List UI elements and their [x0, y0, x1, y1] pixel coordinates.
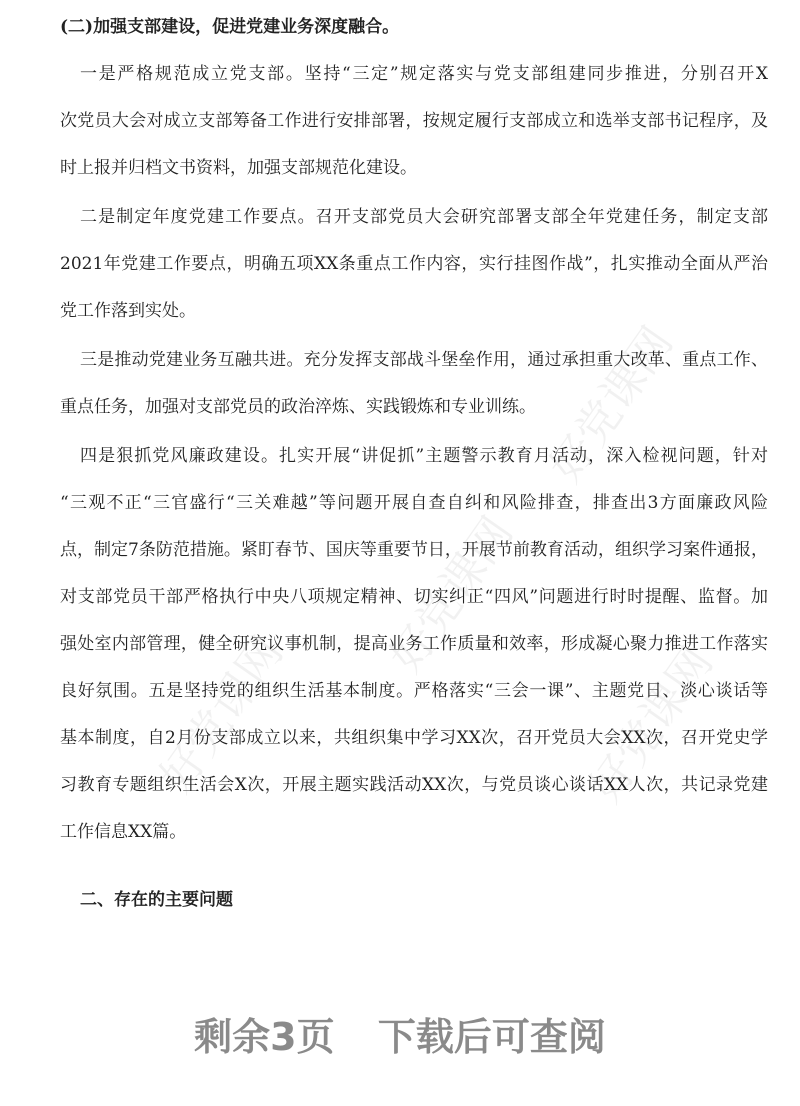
paragraph-line: 重点任务，加强对支部党员的政治淬炼、实践锻炼和专业训练。 — [60, 397, 536, 417]
paragraph-line: 四是狠抓党风廉政建设。扎实开展“讲促抓”主题警示教育月活动，深入检视问题，针对 — [80, 446, 768, 466]
paragraph-line: 时上报并归档文书资料，加强支部规范化建设。 — [60, 158, 417, 178]
paragraph-line: 2021年党建工作要点，明确五项XX条重点工作内容，实行挂图作战”，扎实推动全面从严治 — [60, 254, 768, 274]
paragraph-line: 党工作落到实处。 — [60, 301, 196, 321]
paragraph-line: 习教育专题组织生活会X次，开展主题实践活动XX次，与党员谈心谈话XX人次，共记录党建 — [60, 775, 768, 795]
paragraph-line: 点，制定7条防范措施。紧盯春节、国庆等重要节日，开展节前教育活动，组织学习案件通报， — [60, 540, 768, 560]
paragraph-line: 二是制定年度党建工作要点。召开支部党员大会研究部署支部全年党建任务，制定支部 — [80, 207, 768, 227]
section2-heading: 二、存在的主要问题 — [80, 890, 233, 910]
paragraph-line: 次党员大会对成立支部筹备工作进行安排部署，按规定履行支部成立和选举支部书记程序，及 — [60, 111, 768, 131]
paragraph-line: 基本制度，自2月份支部成立以来，共组织集中学习XX次，召开党员大会XX次，召开党史学 — [60, 728, 768, 748]
paragraph-line: 强处室内部管理，健全研究议事机制，提高业务工作质量和效率，形成凝心聚力推进工作落实 — [60, 634, 768, 654]
paragraph-line: 三是推动党建业务互融共进。充分发挥支部战斗堡垒作用，通过承担重大改革、重点工作、 — [80, 350, 768, 370]
paragraph-line: 工作信息XX篇。 — [60, 822, 187, 842]
watermark: 好党课网 — [580, 637, 724, 812]
section-heading: (二)加强支部建设，促进党建业务深度融合。 — [60, 17, 400, 37]
paragraph-line: 一是严格规范成立党支部。坚持“三定”规定落实与党支部组建同步推进，分别召开X — [80, 64, 768, 84]
paragraph-line: 良好氛围。五是坚持党的组织生活基本制度。严格落实“三会一课”、主题党日、淡心谈话等 — [60, 681, 768, 701]
paragraph-line: 对支部党员干部严格执行中央八项规定精神、切实纠正“四风”问题进行时时提醒、监督。加 — [60, 587, 768, 607]
watermark: 好党课网 — [150, 627, 294, 802]
watermark: 好党课网 — [540, 317, 684, 492]
watermark: 好党课网 — [380, 507, 524, 682]
download-notice[interactable]: 剩余3页 下载后可查阅 — [194, 1015, 606, 1059]
paragraph-line: “三观不正“三官盛行“三关难越”等问题开展自查自纠和风险排查，排查出3方面廉政风险 — [60, 493, 768, 513]
